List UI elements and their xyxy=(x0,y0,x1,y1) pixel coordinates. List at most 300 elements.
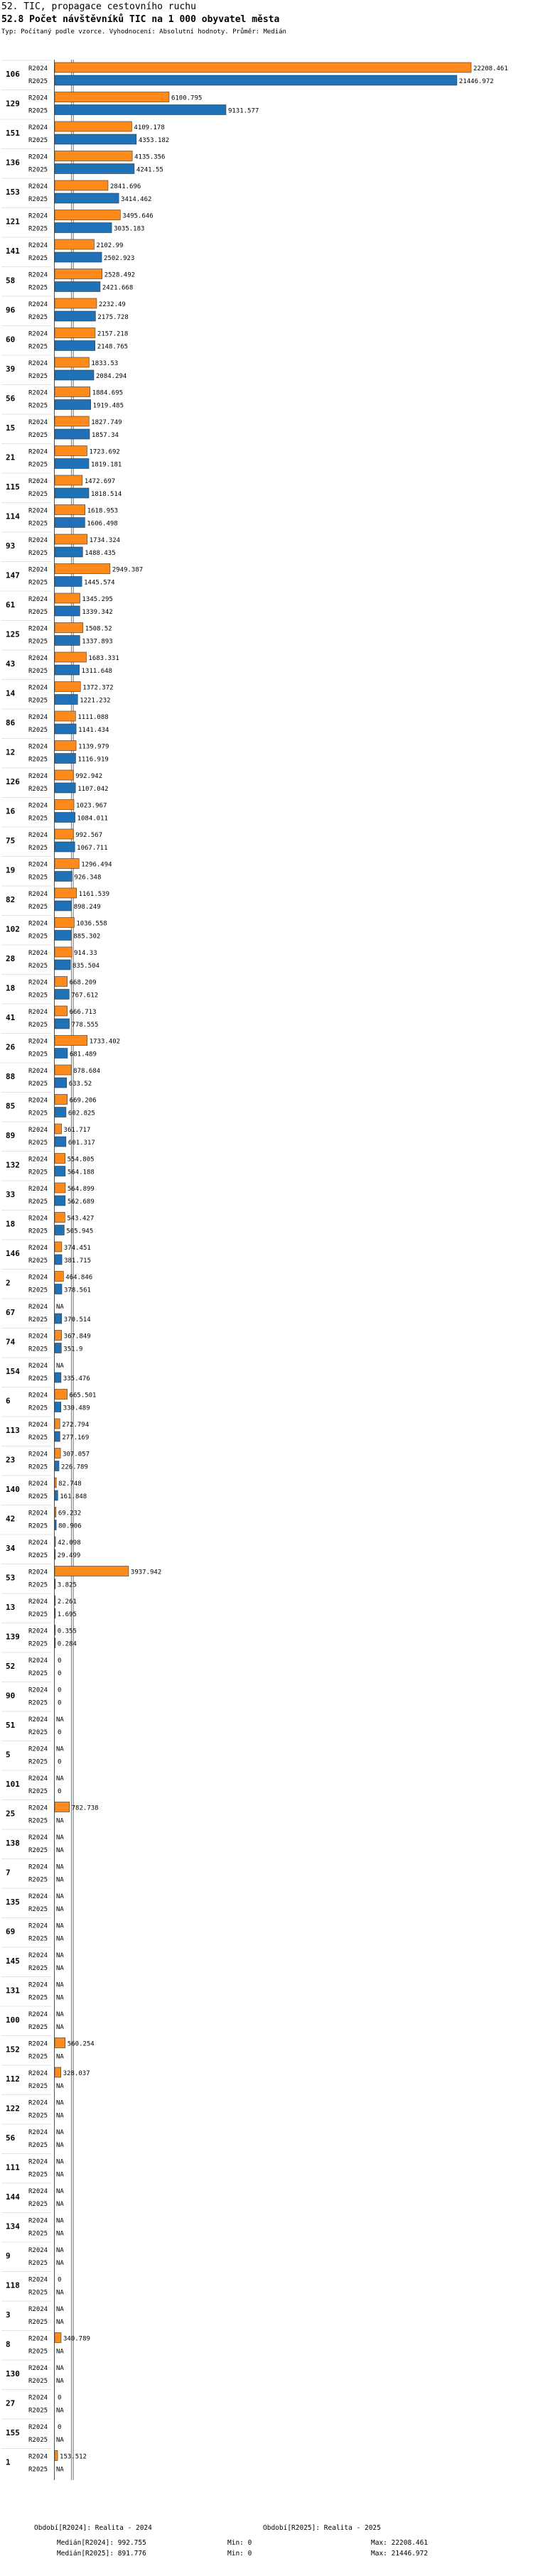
category-group xyxy=(1,1328,91,1353)
r2024-value-label: 0 xyxy=(58,2276,62,2284)
r2025-bar xyxy=(55,488,89,498)
series-label: R2024 xyxy=(28,2188,48,2195)
r2024-bar xyxy=(55,1390,68,1400)
r2025-bar xyxy=(55,223,112,233)
series-label: R2024 xyxy=(28,1392,48,1400)
r2024-value-label: 0 xyxy=(58,2424,62,2431)
r2025-value-label: NA xyxy=(56,1817,64,1825)
series-label: R2024 xyxy=(28,802,48,810)
r2024-value-label: 307.057 xyxy=(63,1451,90,1459)
series-label: R2025 xyxy=(28,727,48,734)
category-label: 14 xyxy=(6,688,16,698)
series-label: R2025 xyxy=(28,963,48,970)
category-label: 101 xyxy=(6,1780,20,1789)
r2024-value-label: NA xyxy=(56,2188,64,2195)
category-label: 122 xyxy=(6,2104,20,2114)
r2024-bar xyxy=(55,63,471,72)
r2024-value-label: 666.713 xyxy=(69,1009,97,1016)
category-label: 115 xyxy=(6,482,20,492)
r2024-value-label: 878.684 xyxy=(73,1068,101,1075)
category-label: 82 xyxy=(6,895,16,904)
r2025-value-label: NA xyxy=(56,1876,64,1884)
r2025-bar xyxy=(55,724,76,734)
series-label: R2024 xyxy=(28,2158,48,2166)
r2025-value-label: 3.825 xyxy=(57,1581,77,1589)
series-label: R2025 xyxy=(28,1051,48,1059)
series-label: R2024 xyxy=(28,979,48,987)
category-label: 42 xyxy=(6,1514,16,1524)
series-label: R2025 xyxy=(28,1257,48,1265)
r2025-bar xyxy=(55,311,95,321)
series-label: R2024 xyxy=(28,153,48,161)
category-group xyxy=(1,2272,64,2297)
category-group xyxy=(1,1122,95,1147)
series-label: R2024 xyxy=(28,65,48,72)
r2025-value-label: 161.848 xyxy=(60,1493,87,1500)
r2025-value-label: NA xyxy=(56,2112,64,2120)
r2024-value-label: NA xyxy=(56,2365,64,2372)
r2025-value-label: NA xyxy=(56,1994,64,2002)
category-group xyxy=(1,355,126,380)
r2025-value-label: NA xyxy=(56,2083,64,2090)
series-label: R2025 xyxy=(28,2112,48,2120)
r2024-value-label: 1508.52 xyxy=(85,625,112,633)
series-label: R2025 xyxy=(28,1434,48,1441)
category-group xyxy=(1,2183,64,2208)
category-group xyxy=(1,1593,77,1618)
r2024-value-label: 1833.53 xyxy=(91,360,119,367)
r2024-value-label: 3937.942 xyxy=(130,1569,162,1576)
series-label: R2025 xyxy=(28,1287,48,1294)
category-group xyxy=(1,1800,99,1825)
series-label: R2024 xyxy=(28,330,48,338)
series-label: R2024 xyxy=(28,1804,48,1812)
r2024-bar xyxy=(55,446,87,456)
series-label: R2025 xyxy=(28,2024,48,2031)
r2024-value-label: 1683.331 xyxy=(88,655,119,662)
r2024-value-label: 665.501 xyxy=(69,1392,97,1400)
category-label: 131 xyxy=(6,1986,20,1996)
r2024-bar xyxy=(55,741,76,751)
category-group xyxy=(1,208,154,233)
category-group xyxy=(1,1063,100,1088)
r2025-bar xyxy=(55,1049,68,1059)
r2025-value-label: NA xyxy=(56,2230,64,2238)
r2024-bar xyxy=(55,888,77,898)
series-label: R2025 xyxy=(28,1935,48,1943)
series-label: R2024 xyxy=(28,301,48,308)
series-label: R2024 xyxy=(28,891,48,898)
r2024-value-label: 1023.967 xyxy=(76,802,107,810)
series-label: R2024 xyxy=(28,1304,48,1311)
series-label: R2025 xyxy=(28,2230,48,2238)
category-group xyxy=(1,709,109,734)
r2025-bar xyxy=(55,1373,61,1382)
r2025-value-label: NA xyxy=(56,1906,64,1913)
category-label: 12 xyxy=(6,747,16,757)
series-label: R2025 xyxy=(28,1876,48,1884)
r2024-value-label: 560.254 xyxy=(67,2040,95,2048)
r2025-value-label: 926.348 xyxy=(74,874,102,882)
series-label: R2024 xyxy=(28,507,48,515)
series-label: R2025 xyxy=(28,402,48,410)
r2024-value-label: 1827.749 xyxy=(91,419,122,426)
r2025-value-label: 4353.182 xyxy=(138,137,170,144)
category-group xyxy=(1,1829,64,1854)
category-group xyxy=(1,178,151,203)
series-label: R2025 xyxy=(28,1640,48,1648)
series-label: R2025 xyxy=(28,550,48,557)
category-label: 100 xyxy=(6,2015,20,2025)
r2025-value-label: NA xyxy=(56,2171,64,2179)
r2025-value-label: 885.302 xyxy=(73,933,101,941)
period-r2025-legend: Období[R2025]: Realita - 2025 xyxy=(263,2524,381,2532)
r2024-bar xyxy=(55,770,73,780)
r2024-value-label: 0 xyxy=(58,1657,62,1665)
series-label: R2025 xyxy=(28,1346,48,1353)
r2025-value-label: 330.489 xyxy=(63,1405,90,1412)
r2024-bar xyxy=(55,534,87,544)
r2024-bar xyxy=(55,564,110,574)
series-label: R2025 xyxy=(28,137,48,144)
r2025-value-label: 633.52 xyxy=(68,1081,92,1088)
category-label: 132 xyxy=(6,1160,20,1170)
series-label: R2025 xyxy=(28,284,48,292)
r2024-value-label: 1139.979 xyxy=(78,743,109,751)
series-label: R2024 xyxy=(28,2306,48,2313)
r2024-value-label: 669.206 xyxy=(69,1097,97,1105)
category-group xyxy=(1,1859,64,1884)
series-label: R2025 xyxy=(28,1758,48,1766)
r2025-bar xyxy=(55,1078,67,1088)
series-label: R2024 xyxy=(28,1156,48,1164)
r2024-value-label: NA xyxy=(56,1716,64,1723)
category-label: 18 xyxy=(6,1219,16,1229)
r2025-value-label: 1857.34 xyxy=(92,432,119,439)
r2024-bar xyxy=(55,357,89,367)
r2025-value-label: 378.561 xyxy=(63,1287,91,1294)
category-label: 7 xyxy=(6,1868,11,1878)
category-label: 134 xyxy=(6,2221,20,2231)
series-label: R2024 xyxy=(28,1657,48,1665)
category-label: 25 xyxy=(6,1809,16,1819)
r2024-value-label: NA xyxy=(56,2099,64,2107)
r2024-value-label: 0 xyxy=(58,1687,62,1694)
r2025-value-label: 1.695 xyxy=(57,1611,77,1618)
r2025-value-label: 505.945 xyxy=(66,1228,94,1235)
r2024-bar xyxy=(55,918,74,928)
series-label: R2024 xyxy=(28,1687,48,1694)
series-label: R2024 xyxy=(28,1569,48,1576)
category-label: 9 xyxy=(6,2251,11,2261)
r2024-bar xyxy=(55,859,79,869)
series-label: R2024 xyxy=(28,1834,48,1841)
r2025-value-label: 898.249 xyxy=(73,904,101,911)
r2024-bar xyxy=(55,711,75,721)
r2024-bar xyxy=(55,1213,65,1223)
r2025-value-label: NA xyxy=(56,2319,64,2326)
category-group xyxy=(1,739,109,764)
series-label: R2025 xyxy=(28,314,48,321)
series-label: R2024 xyxy=(28,1038,48,1046)
r2025-bar xyxy=(55,901,72,911)
series-label: R2025 xyxy=(28,432,48,439)
series-label: R2024 xyxy=(28,625,48,633)
category-label: 89 xyxy=(6,1131,16,1140)
max-r2025: Max: 21446.972 xyxy=(371,2550,429,2558)
r2024-value-label: 543.427 xyxy=(67,1215,95,1223)
chart-subtitle: 52.8 Počet návštěvníků TIC na 1 000 obyvatel města xyxy=(1,14,280,25)
category-group xyxy=(1,2095,64,2120)
r2024-value-label: 1345.295 xyxy=(82,596,113,603)
category-group xyxy=(1,1623,77,1648)
r2024-bar xyxy=(55,239,94,249)
r2024-bar xyxy=(55,682,80,692)
r2025-bar xyxy=(55,459,89,469)
r2025-value-label: 681.489 xyxy=(69,1051,97,1059)
category-group xyxy=(1,1211,94,1235)
category-label: 33 xyxy=(6,1190,16,1199)
r2024-value-label: 328.037 xyxy=(63,2070,90,2077)
r2024-value-label: 914.33 xyxy=(74,950,97,957)
r2024-bar xyxy=(55,1449,60,1459)
r2024-bar xyxy=(55,1331,62,1341)
r2025-bar xyxy=(55,1490,58,1500)
r2024-bar xyxy=(55,2451,58,2461)
series-label: R2024 xyxy=(28,1922,48,1930)
r2024-value-label: NA xyxy=(56,1363,64,1370)
series-label: R2024 xyxy=(28,2453,48,2461)
category-group xyxy=(1,2124,64,2149)
series-label: R2025 xyxy=(28,786,48,793)
r2025-value-label: 370.514 xyxy=(63,1316,91,1324)
r2025-value-label: 2175.728 xyxy=(97,314,129,321)
category-label: 138 xyxy=(6,1839,20,1848)
r2024-bar xyxy=(55,1272,63,1282)
series-label: R2025 xyxy=(28,1022,48,1029)
chart-info: Typ: Počítaný podle vzorce. Vyhodnocení: Absolutní hodnoty. Průměr: Medián xyxy=(1,28,286,36)
r2024-value-label: 82.748 xyxy=(58,1481,82,1488)
r2025-bar xyxy=(55,547,82,557)
series-label: R2025 xyxy=(28,2289,48,2297)
r2025-bar xyxy=(55,370,94,380)
r2024-value-label: NA xyxy=(56,2247,64,2254)
series-label: R2025 xyxy=(28,107,48,115)
category-label: 75 xyxy=(6,836,16,845)
r2025-bar xyxy=(55,341,95,351)
series-label: R2024 xyxy=(28,2040,48,2048)
category-label: 1 xyxy=(6,2457,11,2467)
series-label: R2024 xyxy=(28,950,48,957)
category-label: 85 xyxy=(6,1101,16,1111)
category-label: 60 xyxy=(6,335,16,345)
r2025-value-label: 80.906 xyxy=(58,1522,82,1530)
category-label: 102 xyxy=(6,924,20,934)
r2024-value-label: 2528.492 xyxy=(104,271,136,279)
r2025-bar xyxy=(55,1108,66,1117)
category-group xyxy=(1,1004,98,1029)
r2024-value-label: 464.846 xyxy=(65,1274,93,1282)
category-label: 34 xyxy=(6,1544,16,1553)
series-label: R2024 xyxy=(28,1127,48,1134)
series-label: R2025 xyxy=(28,2171,48,2179)
r2024-value-label: 1296.494 xyxy=(81,861,112,869)
category-group xyxy=(1,1977,64,2002)
r2024-bar xyxy=(55,416,89,426)
r2024-value-label: 1884.695 xyxy=(92,389,124,397)
series-label: R2025 xyxy=(28,196,48,203)
series-label: R2025 xyxy=(28,1847,48,1854)
r2025-value-label: NA xyxy=(56,1847,64,1854)
series-label: R2024 xyxy=(28,1598,48,1606)
r2024-value-label: 0.355 xyxy=(57,1628,77,1635)
r2024-bar xyxy=(55,1036,87,1046)
r2024-bar xyxy=(55,1242,62,1252)
category-label: 39 xyxy=(6,364,16,374)
r2025-value-label: 0 xyxy=(58,1670,62,1677)
r2024-value-label: 1734.324 xyxy=(89,537,121,544)
category-label: 21 xyxy=(6,453,16,462)
r2025-bar xyxy=(55,252,102,262)
series-label: R2025 xyxy=(28,668,48,675)
category-group xyxy=(1,503,118,528)
r2024-bar xyxy=(55,977,68,987)
series-label: R2024 xyxy=(28,1422,48,1429)
category-label: 141 xyxy=(6,247,20,256)
category-group xyxy=(1,414,122,439)
series-label: R2024 xyxy=(28,714,48,721)
r2025-value-label: NA xyxy=(56,2024,64,2031)
category-group xyxy=(1,2449,87,2474)
r2025-value-label: NA xyxy=(56,2407,64,2415)
r2024-value-label: 2.261 xyxy=(57,1598,77,1606)
category-label: 6 xyxy=(6,1396,11,1406)
series-label: R2024 xyxy=(28,920,48,928)
series-label: R2024 xyxy=(28,2099,48,2107)
r2025-value-label: 778.555 xyxy=(71,1022,99,1029)
series-label: R2024 xyxy=(28,1716,48,1723)
r2024-value-label: NA xyxy=(56,1746,64,1753)
max-r2024: Max: 22208.461 xyxy=(371,2539,429,2547)
series-label: R2025 xyxy=(28,2260,48,2267)
category-group xyxy=(1,886,109,911)
series-label: R2025 xyxy=(28,992,48,1000)
category-group xyxy=(1,385,124,410)
r2025-value-label: 1919.485 xyxy=(92,402,124,410)
category-label: 96 xyxy=(6,305,16,315)
r2024-bar xyxy=(55,475,82,485)
r2025-value-label: 0 xyxy=(58,1729,62,1736)
series-label: R2025 xyxy=(28,756,48,764)
r2025-bar xyxy=(55,1314,62,1324)
r2025-bar xyxy=(55,1343,61,1353)
r2024-bar xyxy=(55,1065,71,1075)
category-group xyxy=(1,119,169,144)
series-label: R2025 xyxy=(28,373,48,380)
category-label: 135 xyxy=(6,1898,20,1907)
category-group xyxy=(1,975,98,1000)
series-label: R2025 xyxy=(28,874,48,882)
series-label: R2024 xyxy=(28,743,48,751)
category-label: 88 xyxy=(6,1072,16,1081)
series-label: R2024 xyxy=(28,2217,48,2225)
series-label: R2025 xyxy=(28,2466,48,2474)
category-group xyxy=(1,1093,97,1117)
r2024-bar xyxy=(55,387,90,397)
category-group xyxy=(1,1505,82,1530)
r2024-value-label: 992.567 xyxy=(75,832,103,839)
r2024-value-label: 992.942 xyxy=(75,773,103,780)
category-label: 19 xyxy=(6,865,16,875)
category-label: 126 xyxy=(6,777,20,786)
series-label: R2025 xyxy=(28,638,48,646)
r2024-bar xyxy=(55,1566,129,1576)
series-label: R2025 xyxy=(28,2319,48,2326)
r2025-value-label: 2421.668 xyxy=(102,284,134,292)
r2025-value-label: 601.317 xyxy=(68,1140,95,1147)
series-label: R2025 xyxy=(28,520,48,528)
r2024-value-label: 1036.558 xyxy=(76,920,107,928)
series-label: R2025 xyxy=(28,1198,48,1206)
category-label: 13 xyxy=(6,1603,16,1612)
category-group xyxy=(1,2065,90,2090)
series-label: R2025 xyxy=(28,225,48,233)
r2024-value-label: 2157.218 xyxy=(97,330,129,338)
r2024-bar xyxy=(55,593,80,603)
r2024-bar xyxy=(55,2038,65,2048)
r2025-value-label: 1606.498 xyxy=(87,520,118,528)
category-label: 56 xyxy=(6,394,16,404)
r2024-value-label: NA xyxy=(56,2306,64,2313)
category-group xyxy=(1,2360,64,2385)
r2025-bar xyxy=(55,1255,62,1265)
r2024-value-label: 340.789 xyxy=(63,2335,90,2343)
r2024-value-label: 1618.953 xyxy=(87,507,119,515)
r2025-value-label: 3414.462 xyxy=(121,196,152,203)
category-group xyxy=(1,2331,90,2356)
category-label: 53 xyxy=(6,1573,16,1583)
category-label: 15 xyxy=(6,423,16,433)
r2024-value-label: 1372.372 xyxy=(82,684,114,692)
r2025-bar xyxy=(55,842,75,852)
category-group xyxy=(1,267,135,292)
r2024-value-label: 2841.696 xyxy=(109,183,141,190)
r2024-bar xyxy=(55,298,97,308)
r2024-bar xyxy=(55,1508,56,1517)
series-label: R2024 xyxy=(28,1952,48,1959)
category-label: 153 xyxy=(6,188,20,197)
r2025-bar xyxy=(55,1019,70,1029)
series-label: R2024 xyxy=(28,1186,48,1193)
series-label: R2024 xyxy=(28,773,48,780)
r2024-value-label: NA xyxy=(56,2129,64,2136)
r2024-value-label: NA xyxy=(56,1952,64,1959)
r2025-bar xyxy=(55,1137,66,1147)
r2025-bar xyxy=(55,164,134,174)
category-label: 5 xyxy=(6,1750,11,1760)
r2025-value-label: 767.612 xyxy=(71,992,99,1000)
r2025-value-label: 2502.923 xyxy=(104,255,135,262)
r2024-bar xyxy=(55,2333,61,2343)
category-group xyxy=(1,473,122,498)
category-group xyxy=(1,296,129,321)
r2025-value-label: 1819.181 xyxy=(91,461,122,469)
category-label: 56 xyxy=(6,2133,16,2143)
series-label: R2024 xyxy=(28,1863,48,1871)
r2025-value-label: 0 xyxy=(58,1758,62,1766)
series-label: R2025 xyxy=(28,1463,48,1471)
r2024-value-label: NA xyxy=(56,1922,64,1930)
